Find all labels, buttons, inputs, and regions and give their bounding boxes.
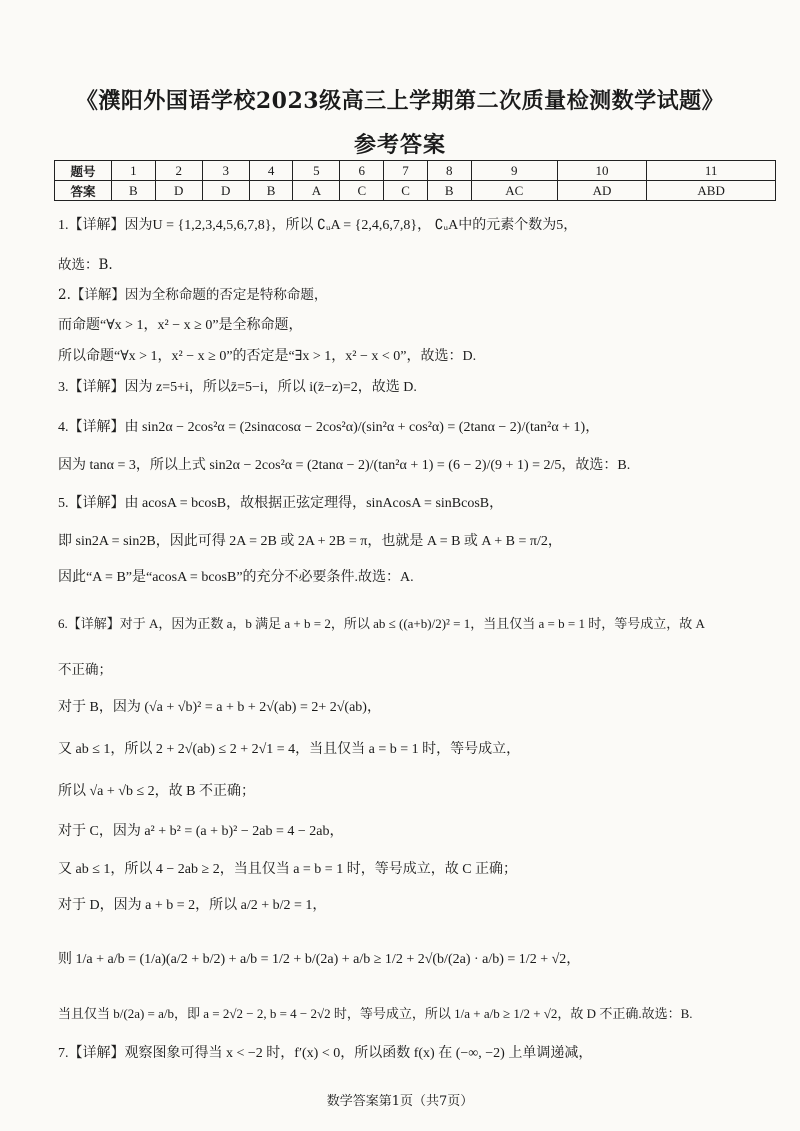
- solution-line: 对于 C，因为 a² + b² = (a + b)² − 2ab = 4 − 2ab，: [58, 824, 344, 839]
- answer-cell: AD: [557, 181, 646, 201]
- answer-cell: ABD: [647, 181, 776, 201]
- answer-cell: B: [249, 181, 293, 201]
- answer-table: [54, 160, 776, 201]
- page-footer: 数学答案第1页（共7页）: [326, 1094, 474, 1109]
- solution-line: 即 sin2A = sin2B，因此可得 2A = 2B 或 2A + 2B = π，也就是 A = B 或 A + B = π/2，: [58, 534, 562, 549]
- page-title: 《濮阳外国语学校2023级高三上学期第二次质量检测数学试题》: [75, 88, 725, 114]
- row-label: 答案: [55, 181, 112, 201]
- question-number: 8: [427, 161, 471, 181]
- question-number: 1: [112, 161, 156, 181]
- solution-line: 因此“A = B”是“acosA = bcosB”的充分不必要条件.故选：A.: [58, 570, 414, 585]
- answer-row: [55, 181, 776, 201]
- solution-line: 故选：B.: [58, 257, 113, 273]
- solution-line: 7.【详解】观察图象可得当 x < −2 时，f′(x) < 0，所以函数 f(x) 在 (−∞, −2) 上单调递减，: [58, 1046, 593, 1061]
- question-number: 11: [647, 161, 776, 181]
- solution-line: 对于 B，因为 (√a + √b)² = a + b + 2√(ab) = 2+ 2√(ab)，: [58, 700, 381, 715]
- question-number: 6: [340, 161, 384, 181]
- question-number: 10: [557, 161, 646, 181]
- solution-line: 当且仅当 b/(2a) = a/b，即 a = 2√2 − 2, b = 4 − 2√2 时，等号成立，所以 1/a + a/b ≥ 1/2 + √2，故 D 不正确.故选：B.: [58, 1006, 693, 1021]
- solution-line: 而命题“∀x > 1，x² − x ≥ 0”是全称命题，: [58, 318, 303, 333]
- answer-cell: B: [112, 181, 156, 201]
- answer-cell: C: [384, 181, 428, 201]
- solution-line: 5.【详解】由 acosA = bcosB，故根据正弦定理得，sinAcosA = sinBcosB，: [58, 496, 504, 511]
- answer-cell: D: [202, 181, 249, 201]
- solution-line: 2.【详解】因为全称命题的否定是特称命题，: [58, 287, 328, 303]
- question-number: 4: [249, 161, 293, 181]
- question-number: 5: [293, 161, 340, 181]
- question-number: 9: [471, 161, 557, 181]
- answer-cell: A: [293, 181, 340, 201]
- answer-cell: C: [340, 181, 384, 201]
- row-label: 题号: [55, 161, 112, 181]
- solution-line: 所以 √a + √b ≤ 2，故 B 不正确；: [58, 784, 255, 799]
- solution-line: 又 ab ≤ 1，所以 4 − 2ab ≥ 2，当且仅当 a = b = 1 时，等号成立，故 C 正确；: [58, 862, 518, 877]
- question-number: 2: [155, 161, 202, 181]
- solution-line: 则 1/a + a/b = (1/a)(a/2 + b/2) + a/b = 1/2 + b/(2a) + a/b ≥ 1/2 + 2√(b/(2a) · a/b) = 1/2 + √2，: [58, 952, 581, 967]
- page-subtitle: 参考答案: [353, 132, 446, 158]
- answer-cell: B: [427, 181, 471, 201]
- solution-line: 不正确；: [58, 662, 112, 678]
- solution-line: 又 ab ≤ 1，所以 2 + 2√(ab) ≤ 2 + 2√1 = 4，当且仅当 a = b = 1 时，等号成立，: [58, 742, 521, 757]
- question-number: 7: [384, 161, 428, 181]
- solution-line: 4.【详解】由 sin2α − 2cos²α = (2sinαcosα − 2cos²α)/(sin²α + cos²α) = (2tanα − 2)/(tan²α + 1)，: [58, 420, 600, 435]
- question-number: 3: [202, 161, 249, 181]
- question-number-row: [55, 161, 776, 181]
- solution-line: 所以命题“∀x > 1，x² − x ≥ 0”的否定是“∃x > 1，x² − x < 0”，故选：D.: [58, 349, 477, 364]
- solution-line: 6.【详解】对于 A，因为正数 a，b 满足 a + b = 2，所以 ab ≤ ((a+b)/2)² = 1，当且仅当 a = b = 1 时，等号成立，故 A: [58, 616, 705, 631]
- solution-line: 因为 tanα = 3，所以上式 sin2α − 2cos²α = (2tanα − 2)/(tan²α + 1) = (6 − 2)/(9 + 1) = 2/5，故选：B.: [58, 458, 631, 473]
- solution-line: 1.【详解】因为U = {1,2,3,4,5,6,7,8}，所以 ∁ᵤA = {2,4,6,7,8}， ∁ᵤA中的元素个数为5，: [58, 218, 578, 233]
- solution-line: 3.【详解】因为 z=5+i，所以z̄=5−i，所以 i(z̄−z)=2，故选 D.: [58, 380, 417, 395]
- solution-line: 对于 D，因为 a + b = 2，所以 a/2 + b/2 = 1，: [58, 898, 327, 913]
- answer-cell: D: [155, 181, 202, 201]
- answer-cell: AC: [471, 181, 557, 201]
